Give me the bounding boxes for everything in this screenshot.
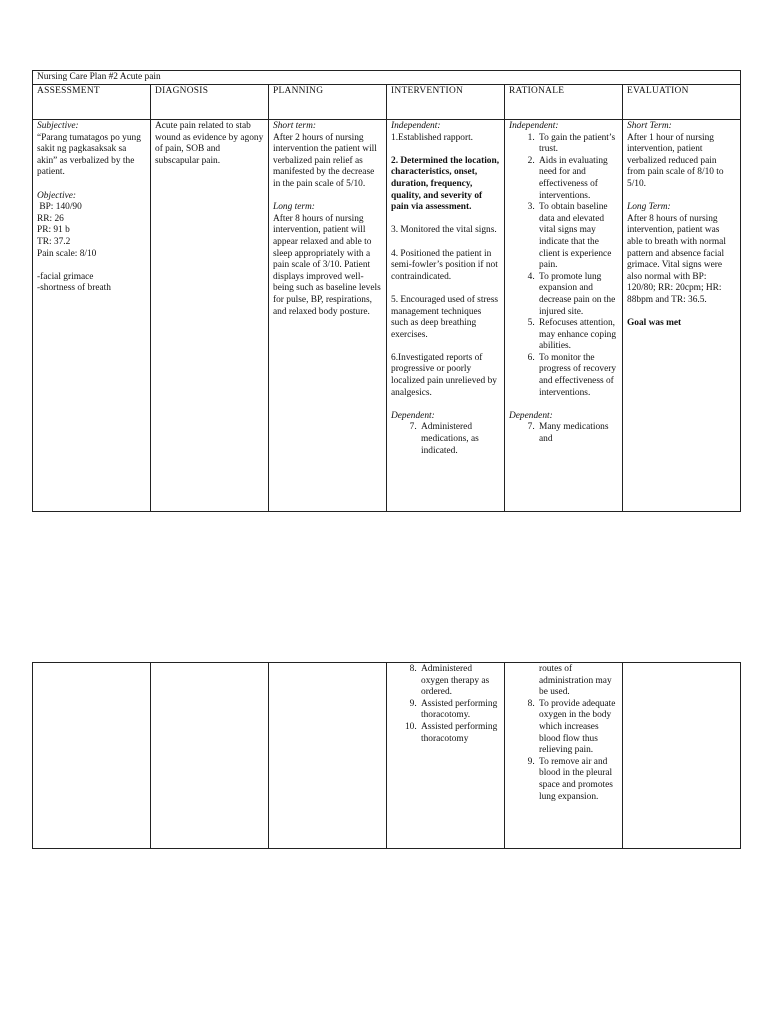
list-item: 1. To gain the patient’s trust. [537,133,618,156]
cue-shortness-of-breath: -shortness of breath [37,283,111,294]
planning-cell [269,120,387,512]
header-intervention: INTERVENTION [387,85,505,120]
intervention-item: 1.Established rapport. [391,132,474,143]
vital-pr: PR: 91 b [37,225,70,236]
intervention-cell [387,120,505,512]
header-diagnosis: DIAGNOSIS [151,85,269,120]
intervention-independent-label: Independent: [391,121,441,131]
planning-long-label: Long term: [273,202,315,213]
intervention-continued-list [391,664,500,745]
diagnosis-text: Acute pain related to stab wound as evidence by agony of pain, SOB and subscapular pain. [155,121,264,166]
evaluation-short-label: Short Term: [627,121,672,131]
vital-tr: TR: 37.2 [37,236,71,247]
header-assessment: ASSESSMENT [33,85,151,120]
cue-facial-grimace: -facial grimace [37,271,94,282]
intervention-item: 3. Monitored the vital signs. [391,225,497,236]
care-plan-continuation-table [32,662,741,849]
list-item: 8. To provide adequate oxygen in the body which increases blood flow thus relieving pain. [537,699,618,757]
rationale-continued-list [509,699,618,803]
header-rationale: RATIONALE [505,85,623,120]
evaluation-cell-continued [623,663,741,849]
diagnosis-cell [151,120,269,512]
vital-rr: RR: 26 [37,213,64,224]
intervention-item: 2. Determined the location, characteristics, onset, duration, frequency, quality, and severity of pain via assessment. [391,155,500,213]
evaluation-cell [623,120,741,512]
rationale-independent-label: Independent: [509,121,559,131]
rationale-cell [505,120,623,512]
list-item: 10. Assisted performing thoracotomy [419,722,500,745]
list-item: 9. Assisted performing thoracotomy. [419,699,500,722]
assessment-cell-continued [33,663,151,849]
list-item: 9. To remove air and blood in the pleural space and promotes lung expansion. [537,757,618,803]
intervention-cell-continued [387,663,505,849]
rationale-dependent-list [509,422,618,445]
intervention-dependent-list [391,422,500,457]
intervention-item: 5. Encouraged used of stress management techniques such as deep breathing exercises. [391,294,499,340]
intervention-dependent-label: Dependent: [391,410,435,421]
list-item: 7. Many medications and [537,422,618,445]
subjective-label: Subjective: [37,121,79,131]
list-item: 8. Administered oxygen therapy as ordered. [419,664,500,699]
list-item: 3. To obtain baseline data and elevated vital signs may indicate that the client is experience pain. [537,202,618,272]
goal-status: Goal was met [627,318,682,329]
list-item: 4. To promote lung expansion and decrease pain on the injured site. [537,272,618,318]
rationale-dependent-label: Dependent: [509,410,553,421]
list-item: 5. Refocuses attention, may enhance coping abilities. [537,318,618,353]
header-planning: PLANNING [269,85,387,120]
list-item: 6. To monitor the progress of recovery and effectiveness of interventions. [537,353,618,399]
rationale-independent-list [509,133,618,400]
list-item: 2. Aids in evaluating need for and effectiveness of interventions. [537,156,618,202]
planning-cell-continued [269,663,387,849]
rationale-continued-text: routes of administration may be used. [539,664,612,698]
evaluation-short-text: After 1 hour of nursing intervention, patient verbalized reduced pain from pain scale of 8/10 to 5/10. [627,132,724,189]
care-plan-title: Nursing Care Plan #2 Acute pain [33,71,741,85]
subjective-text: “Parang tumatagos po yung sakit ng pagkasaksak sa akin” as verbalized by the patient. [37,132,141,178]
planning-short-text: After 2 hours of nursing intervention the patient will verbalized pain relief as manifested by the decrease in the pain scale of 5/10. [273,132,377,189]
rationale-cell-continued [505,663,623,849]
objective-label: Objective: [37,190,77,201]
intervention-item: 6.Investigated reports of progressive or poorly localized pain unrelieved by analgesics. [391,352,497,398]
list-item: 7. Administered medications, as indicated. [419,422,500,457]
care-plan-table [32,70,741,512]
diagnosis-cell-continued [151,663,269,849]
vital-pain-scale: Pain scale: 8/10 [37,248,97,259]
evaluation-long-label: Long Term: [627,202,671,213]
assessment-cell [33,120,151,512]
evaluation-long-text: After 8 hours of nursing intervention, patient was able to breath with normal pattern and absence facial grimace. Vital signs were also normal with BP: 120/80; RR: 20cpm; HR: 88bpm and TR: 36.5. [627,213,726,305]
vital-bp: BP: 140/90 [37,202,82,213]
intervention-item: 4. Positioned the patient in semi-fowler’s position if not contraindicated. [391,248,498,282]
planning-short-label: Short term: [273,121,316,131]
header-evaluation: EVALUATION [623,85,741,120]
planning-long-text: After 8 hours of nursing intervention, patient will appear relaxed and able to sleep appropriately with a pain scale of 3/10. Patient displays improved well-being such as baseline levels for pulse, BP, respirations, and relaxed body posture. [273,213,381,317]
